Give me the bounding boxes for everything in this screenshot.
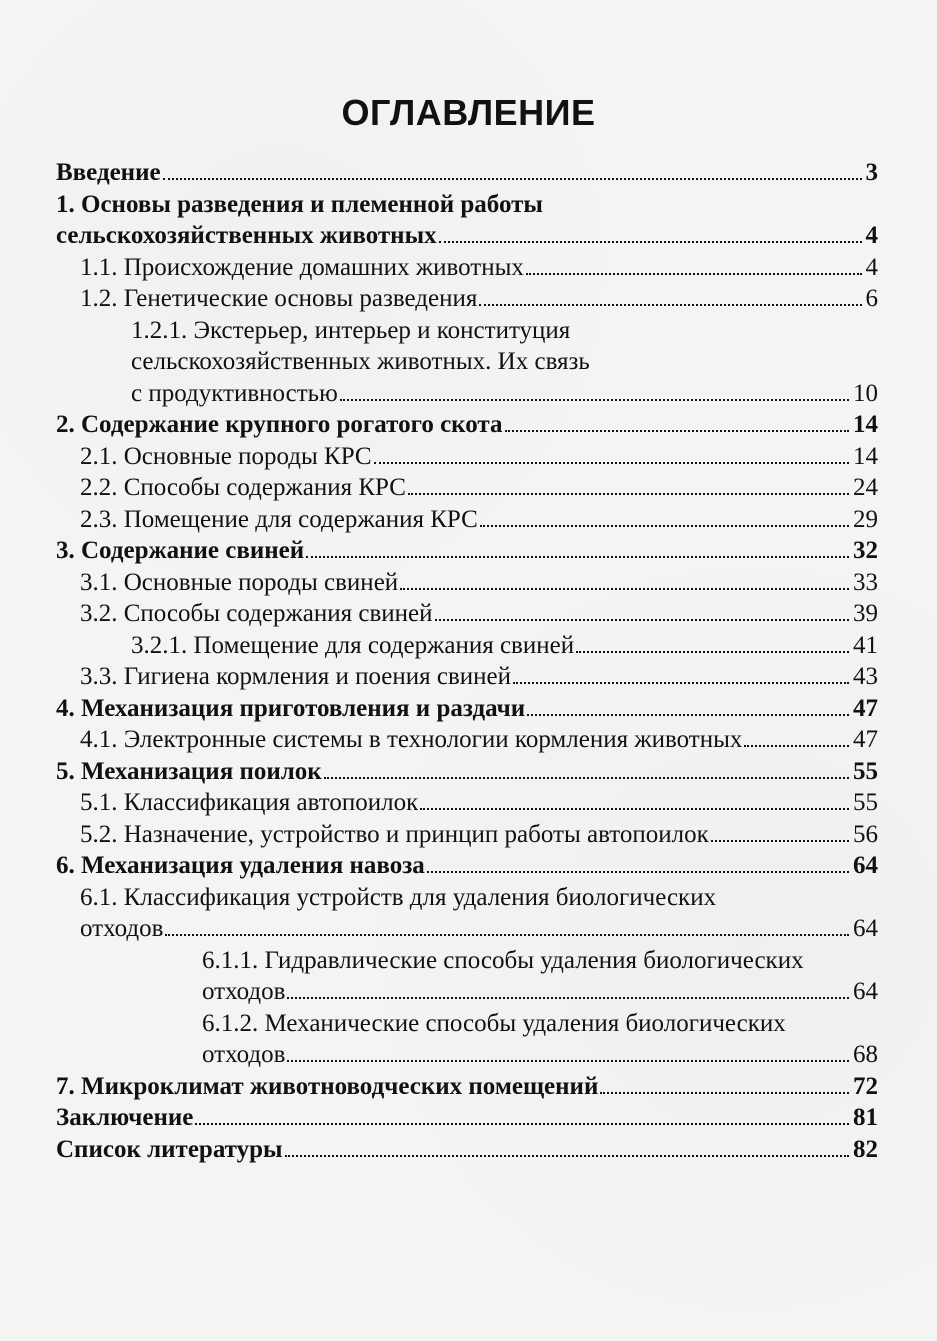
toc-entry-title: Заключение (56, 1104, 194, 1131)
toc-entry-title: отходов (80, 915, 164, 942)
toc-entry-title: сельскохозяйственных животных (56, 222, 437, 249)
toc-entry[interactable] (56, 504, 878, 536)
toc-entry-row (56, 535, 878, 567)
toc-page-number: 29 (853, 505, 878, 533)
toc-entry-title: 2.1. Основные породы КРС (80, 442, 372, 470)
toc-page-number: 72 (853, 1072, 878, 1100)
toc-entry[interactable] (56, 441, 878, 473)
toc-entry[interactable] (56, 1134, 878, 1166)
toc-page-number: 10 (853, 379, 878, 407)
dot-leader (163, 178, 862, 180)
toc-entry[interactable] (56, 882, 878, 945)
toc-entry-row (80, 913, 878, 945)
toc-entry-row (80, 819, 878, 851)
dot-leader (165, 934, 849, 936)
toc-page-number: 39 (853, 600, 878, 627)
toc-entry-title: 1.1. Происхождение домашних животных (80, 253, 524, 281)
dot-leader (526, 273, 862, 275)
toc-entry-row (80, 441, 878, 473)
toc-entry[interactable] (56, 630, 878, 662)
toc-page-number: 33 (853, 568, 878, 596)
toc-entry-row (80, 598, 878, 630)
toc-entry[interactable] (56, 756, 878, 788)
toc-entry[interactable] (56, 787, 878, 819)
toc-entry-row (56, 409, 878, 441)
table-of-contents (56, 157, 878, 1165)
toc-entry[interactable] (56, 945, 878, 1008)
toc-entry[interactable] (56, 409, 878, 441)
toc-entry-row (80, 724, 878, 756)
toc-entry-row (202, 976, 878, 1008)
dot-leader (527, 714, 849, 716)
toc-entry[interactable] (56, 472, 878, 504)
toc-entry-row (131, 630, 878, 662)
toc-entry-title: 3.1. Основные породы свиней (80, 568, 399, 596)
toc-entry[interactable] (56, 157, 878, 189)
toc-entry[interactable] (56, 1071, 878, 1103)
toc-entry[interactable] (56, 724, 878, 756)
toc-entry[interactable] (56, 693, 878, 725)
toc-entry-row (80, 787, 878, 819)
toc-entry-row (80, 567, 878, 599)
toc-page-number: 68 (853, 1041, 878, 1068)
toc-entry-row (80, 252, 878, 284)
toc-page-number: 43 (853, 663, 878, 690)
toc-entry-title: Список литературы (56, 1135, 283, 1163)
toc-page-number: 3 (865, 159, 878, 186)
toc-entry[interactable] (56, 1008, 878, 1071)
toc-page-number: 64 (853, 978, 878, 1005)
dot-leader (576, 651, 849, 653)
toc-entry-title: отходов (202, 978, 286, 1005)
dot-leader (374, 462, 849, 464)
toc-title: ОГЛАВЛЕНИЕ (341, 92, 596, 133)
toc-entry-row (56, 850, 878, 882)
toc-entry[interactable] (56, 315, 878, 410)
dot-leader (505, 430, 850, 432)
toc-entry[interactable] (56, 850, 878, 882)
toc-entry-title: 5.1. Классификация автопоилок (80, 789, 419, 816)
toc-entry-row (80, 661, 878, 693)
toc-entry-row (56, 157, 878, 189)
dot-leader (340, 399, 849, 401)
toc-entry[interactable] (56, 819, 878, 851)
toc-entry-title: 2.2. Способы содержания КРС (80, 474, 406, 501)
toc-page-number: 24 (853, 474, 878, 501)
toc-entry-title: 5. Механизация поилок (56, 757, 322, 785)
toc-entry[interactable] (56, 535, 878, 567)
toc-entry-title-line: 1.2.1. Экстерьер, интерьер и конституция (131, 316, 571, 344)
toc-entry-title: 2.3. Помещение для содержания КРС (80, 505, 478, 533)
toc-page-number: 56 (853, 820, 878, 848)
toc-entry-row (80, 283, 878, 315)
dot-leader (513, 682, 849, 684)
toc-entry-title: 7. Микроклимат животноводческих помещений (56, 1072, 599, 1100)
toc-page-number: 47 (853, 726, 878, 753)
toc-page-number: 55 (853, 789, 878, 816)
dot-leader (600, 1092, 849, 1094)
toc-entry-title: с продуктивностью (131, 379, 338, 407)
toc-entry[interactable] (56, 189, 878, 252)
toc-page-number: 14 (853, 442, 878, 470)
dot-leader (711, 840, 849, 842)
toc-page-number: 47 (853, 694, 878, 722)
toc-entry-title: 4.1. Электронные системы в технологии кормления животных (80, 726, 743, 753)
toc-entry-title: 5.2. Назначение, устройство и принцип работы автопоилок (80, 820, 709, 848)
toc-entry[interactable] (56, 567, 878, 599)
toc-entry-title-line: сельскохозяйственных животных. Их связь (131, 348, 590, 375)
toc-entry-title: 4. Механизация приготовления и раздачи (56, 694, 526, 722)
toc-entry-title-line: 6.1.1. Гидравлические способы удаления биологических (202, 946, 804, 974)
toc-entry[interactable] (56, 661, 878, 693)
dot-leader (287, 997, 849, 999)
dot-leader (420, 808, 849, 810)
dot-leader (285, 1155, 849, 1157)
dot-leader (439, 241, 862, 243)
toc-entry-title: 6. Механизация удаления навоза (56, 852, 425, 879)
toc-page-number: 41 (853, 631, 878, 659)
dot-leader (324, 777, 849, 779)
toc-entry-row (56, 1134, 878, 1166)
toc-entry-row (56, 693, 878, 725)
toc-entry-title: 1.2. Генетические основы разведения (80, 285, 478, 312)
toc-entry[interactable] (56, 252, 878, 284)
toc-page-number: 4 (865, 222, 878, 249)
dot-leader (408, 493, 849, 495)
dot-leader (400, 588, 849, 590)
dot-leader (287, 1060, 849, 1062)
dot-leader (744, 745, 849, 747)
dot-leader (195, 1123, 849, 1125)
toc-page-number: 14 (853, 411, 878, 438)
toc-entry-title: Введение (56, 159, 161, 186)
toc-page-number: 6 (865, 285, 878, 312)
toc-page-number: 4 (865, 253, 878, 281)
toc-entry-row (80, 472, 878, 504)
toc-entry[interactable] (56, 598, 878, 630)
toc-entry-row (56, 756, 878, 788)
toc-entry-row (56, 1071, 878, 1103)
toc-entry-row (56, 220, 878, 252)
dot-leader (480, 525, 849, 527)
toc-page-number: 82 (853, 1135, 878, 1163)
toc-page-number: 55 (853, 757, 878, 785)
toc-entry-title: 3.2.1. Помещение для содержания свиней (131, 631, 575, 659)
dot-leader (479, 304, 861, 306)
toc-entry-title: отходов (202, 1041, 286, 1068)
toc-entry-title-line: 6.1. Классификация устройств для удаления биологических (80, 883, 717, 911)
dot-leader (306, 556, 849, 558)
toc-entry-row (131, 378, 878, 410)
toc-page-number: 64 (853, 852, 878, 879)
toc-entry-title-line: 1. Основы разведения и племенной работы (56, 190, 543, 218)
toc-entry[interactable] (56, 1102, 878, 1134)
toc-entry[interactable] (56, 283, 878, 315)
dot-leader (427, 871, 849, 873)
toc-page-number: 81 (853, 1104, 878, 1131)
toc-entry-row (202, 1039, 878, 1071)
dot-leader (435, 619, 850, 621)
toc-entry-row (56, 1102, 878, 1134)
toc-entry-title: 2. Содержание крупного рогатого скота (56, 411, 503, 438)
toc-page-number: 32 (853, 537, 878, 564)
toc-entry-title-line: 6.1.2. Механические способы удаления биологических (202, 1009, 786, 1037)
toc-entry-title: 3.2. Способы содержания свиней (80, 600, 433, 627)
toc-entry-title: 3.3. Гигиена кормления и поения свиней (80, 663, 512, 690)
toc-page-number: 64 (853, 915, 878, 942)
toc-entry-title: 3. Содержание свиней (56, 537, 305, 564)
toc-entry-row (80, 504, 878, 536)
